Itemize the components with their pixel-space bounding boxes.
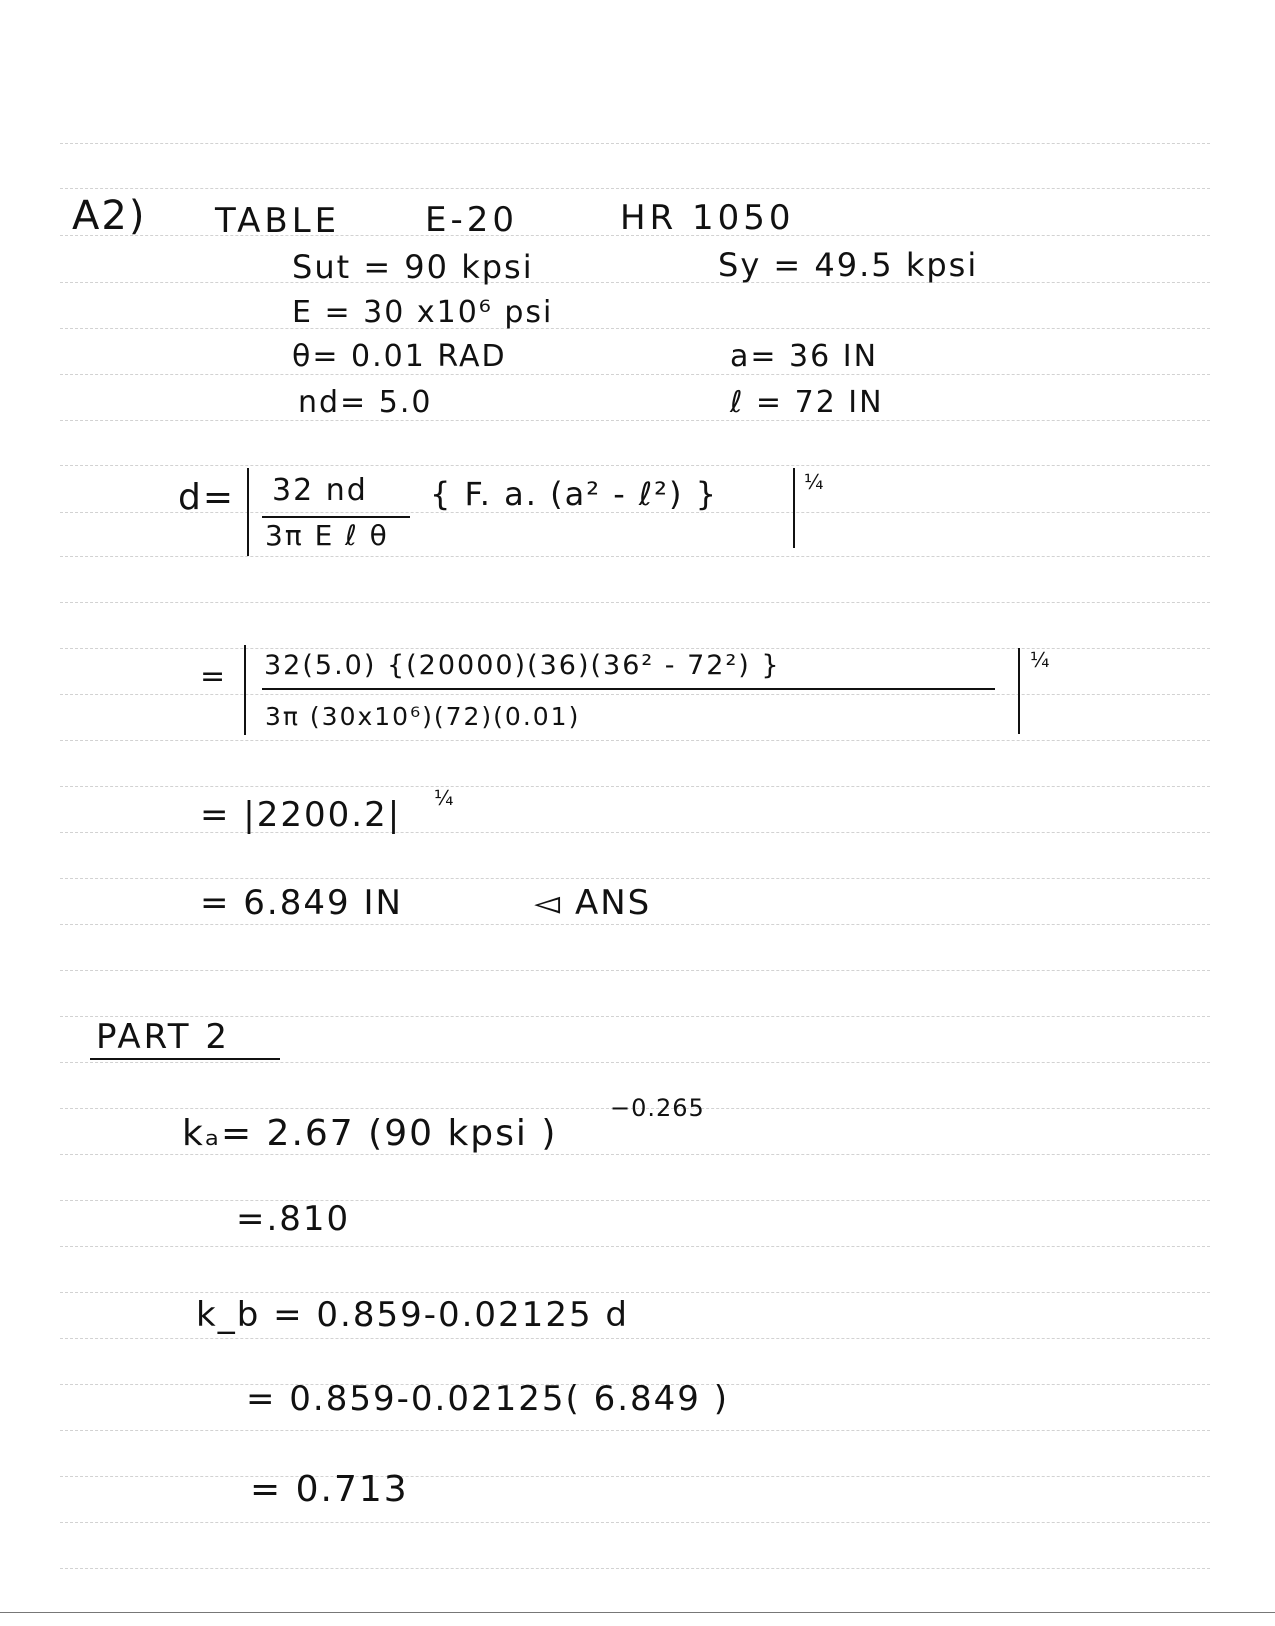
given-nd: nd= 5.0 bbox=[298, 385, 433, 420]
part2-title: PART 2 bbox=[96, 1017, 230, 1057]
table-ref: TABLE bbox=[215, 201, 341, 241]
formula-lhs: d= bbox=[178, 477, 236, 518]
ruled-line bbox=[60, 374, 1210, 375]
ka-exponent: −0.265 bbox=[610, 1094, 705, 1122]
ruled-line bbox=[60, 970, 1210, 971]
intermediate-result: = |2200.2| bbox=[200, 795, 402, 835]
ruled-line bbox=[60, 1338, 1210, 1339]
substitution-exponent: ¼ bbox=[1030, 648, 1051, 672]
ruled-line bbox=[60, 1200, 1210, 1201]
table-number: E-20 bbox=[425, 200, 519, 240]
abs-bar-left bbox=[247, 468, 249, 556]
given-l: ℓ = 72 IN bbox=[730, 385, 884, 420]
ruled-line bbox=[60, 328, 1210, 329]
fraction-bar bbox=[262, 688, 995, 690]
formula-exponent: ¼ bbox=[804, 470, 825, 494]
ruled-line bbox=[60, 282, 1210, 283]
ruled-line bbox=[60, 740, 1210, 741]
ruled-line bbox=[60, 786, 1210, 787]
ruled-line bbox=[60, 556, 1210, 557]
kb-result: = 0.713 bbox=[250, 1469, 409, 1510]
ruled-line bbox=[60, 1292, 1210, 1293]
ruled-line bbox=[60, 1522, 1210, 1523]
ruled-line bbox=[60, 420, 1210, 421]
ruled-line bbox=[60, 924, 1210, 925]
ruled-line bbox=[60, 1016, 1210, 1017]
formula-numerator: 32 nd bbox=[272, 473, 368, 508]
ka-expression: kₐ= 2.67 (90 kpsi ) bbox=[182, 1113, 558, 1154]
ruled-line bbox=[60, 1154, 1210, 1155]
given-sut: Sut = 90 kpsi bbox=[292, 248, 534, 286]
given-sy: Sy = 49.5 kpsi bbox=[718, 246, 979, 284]
ruled-line bbox=[60, 465, 1210, 466]
kb-expression: k_b = 0.859-0.02125 d bbox=[196, 1295, 629, 1335]
ruled-line bbox=[60, 1568, 1210, 1569]
fraction-bar bbox=[262, 516, 410, 518]
kb-substitution: = 0.859-0.02125( 6.849 ) bbox=[246, 1379, 729, 1419]
ka-result: =.810 bbox=[236, 1199, 351, 1239]
formula-brace-term: { F. a. (a² - ℓ²) } bbox=[430, 475, 718, 513]
ruled-line bbox=[60, 694, 1210, 695]
ruled-line bbox=[60, 143, 1210, 144]
ruled-line bbox=[60, 602, 1210, 603]
ruled-line bbox=[60, 1476, 1210, 1477]
given-a: a= 36 IN bbox=[730, 339, 879, 374]
formula-denominator: 3π E ℓ θ bbox=[265, 519, 389, 552]
ruled-line bbox=[60, 878, 1210, 879]
substitution-denominator: 3π (30x10⁶)(72)(0.01) bbox=[265, 702, 581, 731]
answer-tag: ◅ ANS bbox=[534, 883, 652, 923]
page-bottom-edge bbox=[0, 1612, 1275, 1613]
ruled-line bbox=[60, 1062, 1210, 1063]
ruled-line bbox=[60, 1246, 1210, 1247]
abs-bar-right bbox=[793, 468, 795, 548]
ruled-line bbox=[60, 1430, 1210, 1431]
problem-label: A2) bbox=[72, 193, 147, 239]
intermediate-exponent: ¼ bbox=[434, 786, 455, 810]
material-spec: HR 1050 bbox=[620, 198, 795, 238]
answer-value: = 6.849 IN bbox=[200, 883, 403, 923]
abs-bar-right bbox=[1018, 648, 1020, 734]
substitution-numerator: 32(5.0) {(20000)(36)(36² - 72²) } bbox=[264, 650, 781, 681]
substitution-eq: = bbox=[200, 659, 228, 694]
given-theta: θ= 0.01 RAD bbox=[292, 339, 507, 374]
given-e: E = 30 x10⁶ psi bbox=[292, 295, 554, 330]
ruled-line bbox=[60, 188, 1210, 189]
title-underline bbox=[90, 1058, 280, 1060]
abs-bar-left bbox=[244, 645, 246, 735]
